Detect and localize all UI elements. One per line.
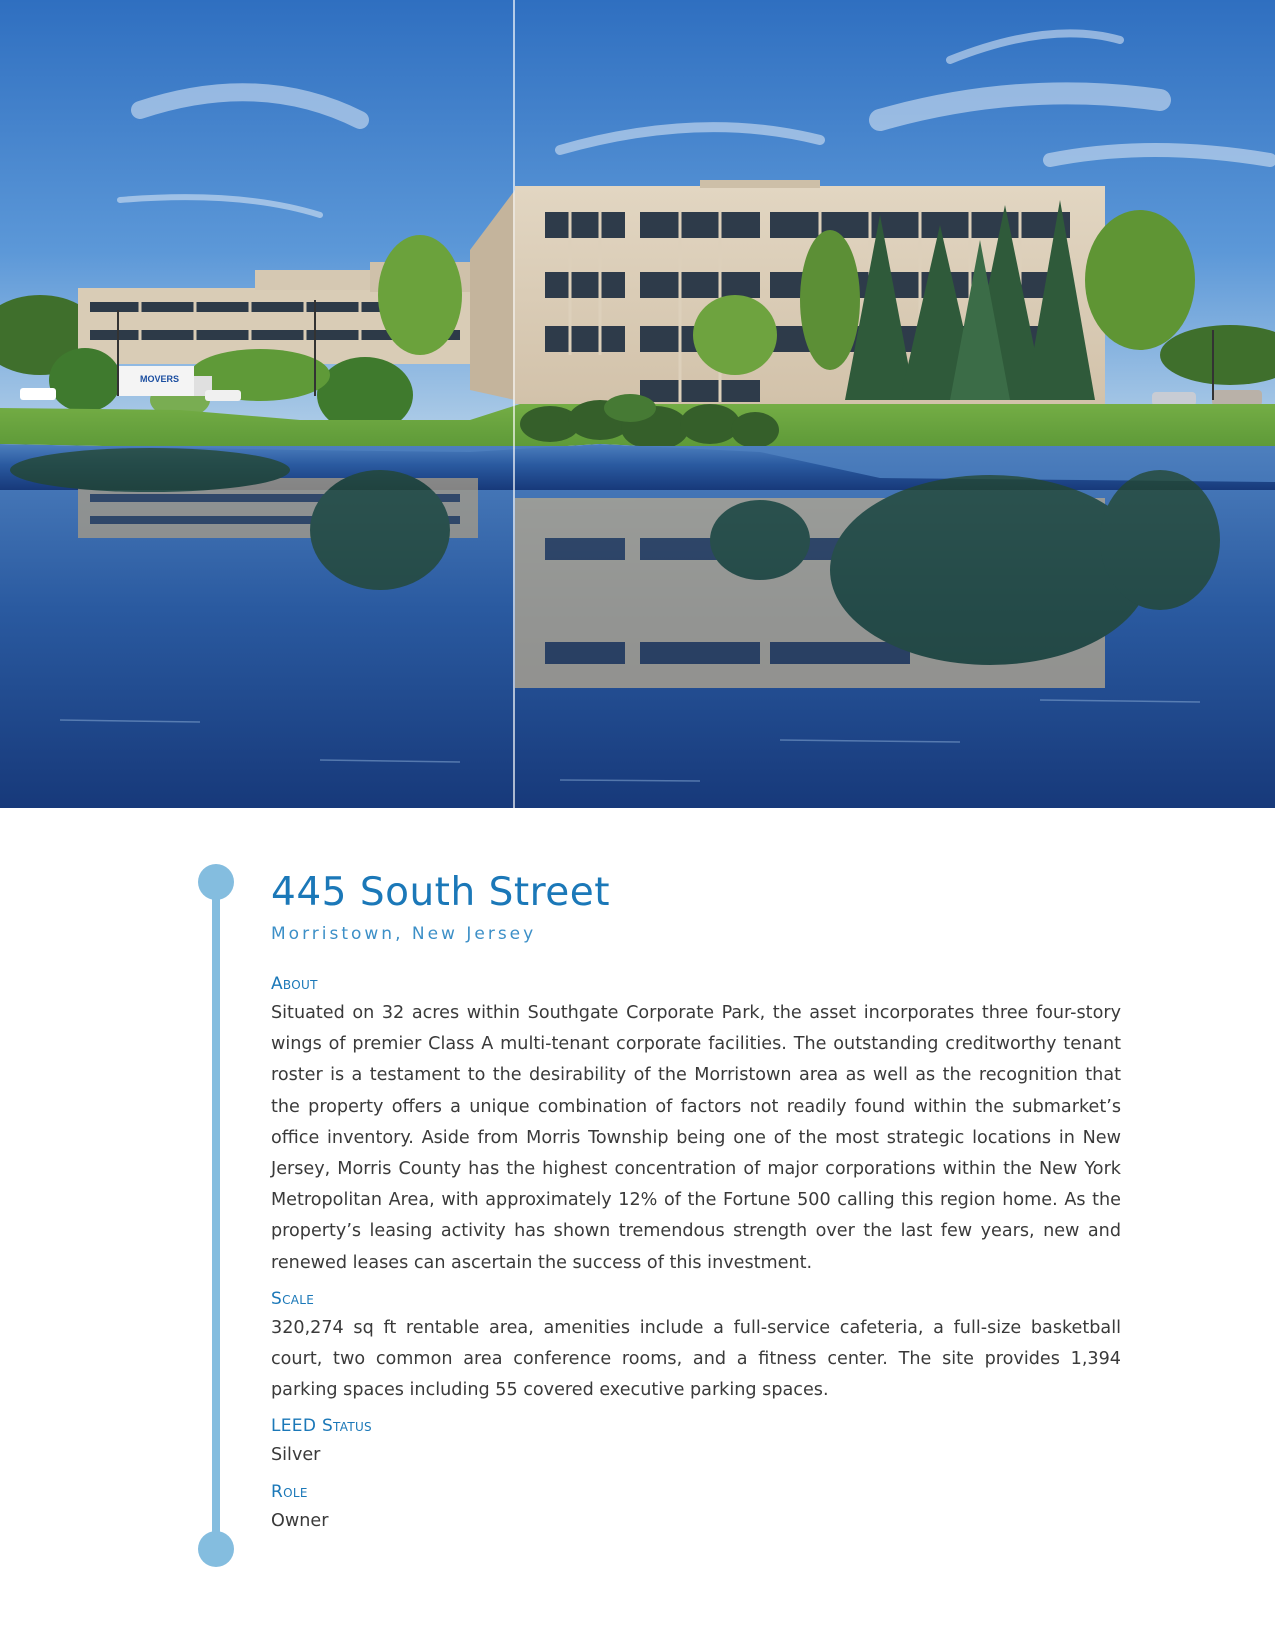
office-building-pond-photo	[0, 0, 1275, 808]
section-heading-about: About	[271, 974, 318, 994]
section-heading-role: Role	[271, 1481, 308, 1502]
timeline-dot-bottom	[198, 1531, 234, 1567]
property-location: Morristown, New Jersey	[271, 924, 537, 944]
section-scale	[271, 1285, 1121, 1407]
timeline-dot-top	[198, 864, 234, 900]
section-body-leed-status: Silver	[271, 1445, 321, 1466]
section-heading-leed-status: LEED Status	[271, 1416, 372, 1437]
property-description	[271, 868, 1121, 1541]
section-leed-status	[271, 1412, 1121, 1471]
truck-label: MOVERS	[140, 374, 180, 384]
property-title: 445 South Street	[271, 870, 611, 915]
section-body-about: Situated on 32 acres within Southgate Corporate Park, the asset incorporates three four-story wings of premier Class A multi-tenant corporate facilities. The outstanding creditworthy tenant roster is a testament to the desirability of the Morristown area as well as the recognition that the property offers a unique combination of factors not readily found within the submarket’s office inventory. Aside from Morris Township being one of the most strategic locations in New Jersey, Morris County has the highest concentration of major corporations within the New York Metropolitan Area, with approximately 12% of the Fortune 500 calling this region home. As the property’s leasing activity has shown tremendous strength over the last few years, new and renewed leases can ascertain the success of this investment.	[271, 1003, 1121, 1273]
section-body-role: Owner	[271, 1510, 329, 1531]
section-about	[271, 970, 1121, 1279]
hero-photo	[0, 0, 1275, 808]
section-heading-scale: Scale	[271, 1288, 315, 1309]
timeline-line	[212, 880, 220, 1540]
section-role	[271, 1478, 1121, 1537]
section-body-scale: 320,274 sq ft rentable area, amenities include a full-service cafeteria, a full-size basketball court, two common area conference rooms, and a fitness center. The site provides 1,394 parking spaces including 55 covered executive parking spaces.	[271, 1317, 1121, 1401]
